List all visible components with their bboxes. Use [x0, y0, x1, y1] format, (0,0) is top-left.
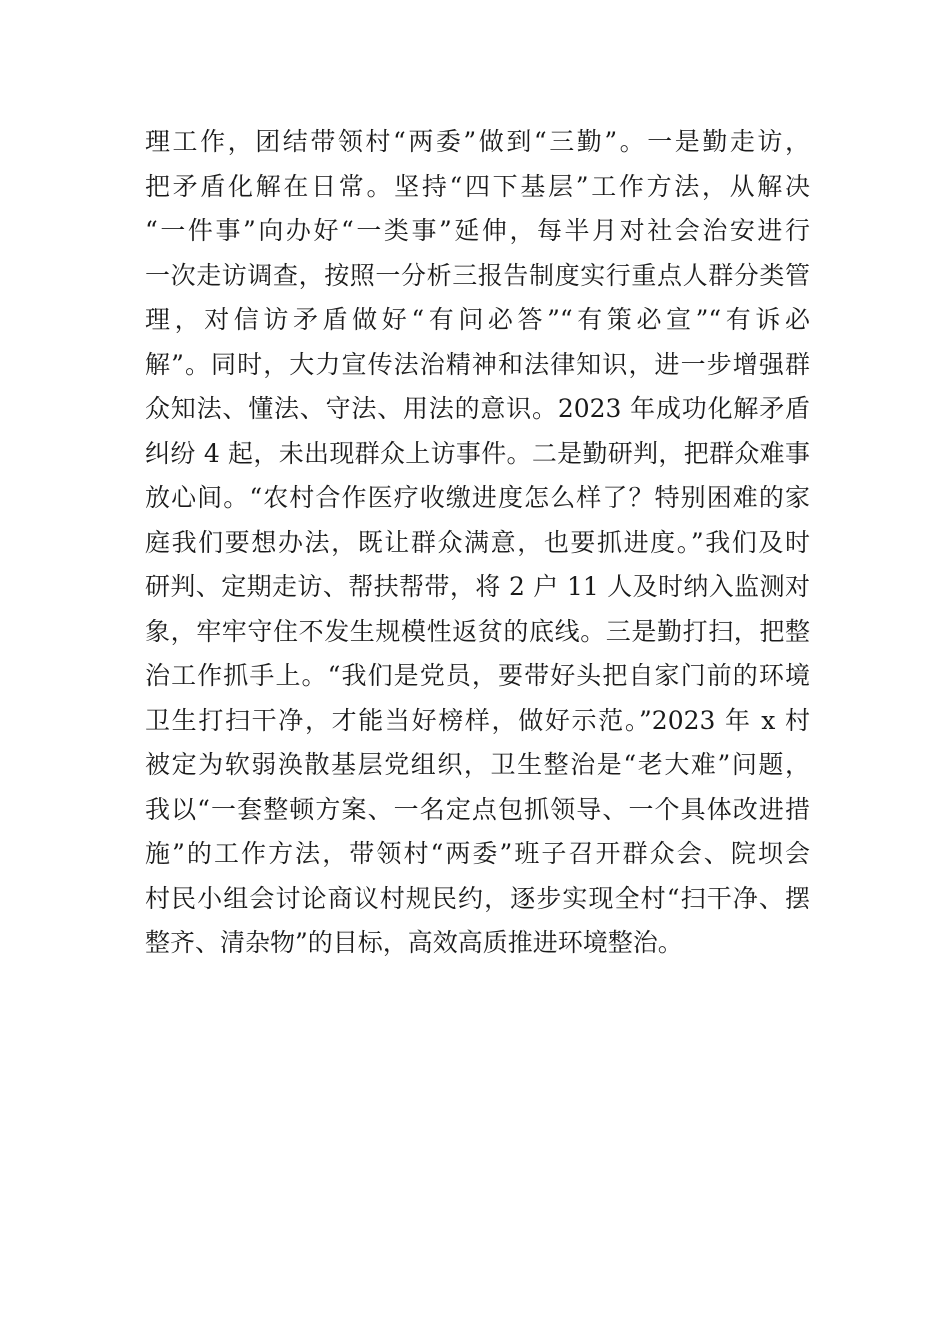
- paragraph-line-13: 治工作抓手上。“我们是党员，要带好头把自家门前的环境: [145, 661, 810, 690]
- paragraph-line-2: 把矛盾化解在日常。坚持“四下基层”工作方法，从解决: [145, 171, 810, 201]
- paragraph-line-12: 象，牢牢守住不发生规模性返贫的底线。三是勤打扫，把整: [145, 616, 810, 646]
- paragraph-line-15: 被定为软弱涣散基层党组织，卫生整治是“老大难”问题，: [145, 750, 810, 779]
- paragraph-line-17: 施”的工作方法，带领村“两委”班子召开群众会、院坝会: [145, 839, 810, 868]
- body-paragraph: [145, 120, 810, 966]
- paragraph-line-8: 纠纷 4 起，未出现群众上访事件。二是勤研判，把群众难事: [145, 438, 810, 468]
- paragraph-line-11: 研判、定期走访、帮扶帮带，将 2 户 11 人及时纳入监测对: [145, 572, 810, 601]
- paragraph-line-14: 卫生打扫干净，才能当好榜样，做好示范。”2023 年 x 村: [145, 705, 810, 735]
- paragraph-line-19: 整齐、清杂物”的目标，高效高质推进环境整治。: [145, 928, 683, 957]
- paragraph-line-4: 一次走访调查，按照一分析三报告制度实行重点人群分类管: [145, 260, 810, 290]
- paragraph-line-16: 我以“一套整顿方案、一名定点包抓领导、一个具体改进措: [145, 794, 810, 824]
- paragraph-line-5: 理，对信访矛盾做好“有问必答”“有策必宣”“有诉必: [145, 305, 810, 334]
- paragraph-line-18: 村民小组会讨论商议村规民约，逐步实现全村“扫干净、摆: [145, 883, 810, 913]
- paragraph-line-10: 庭我们要想办法，既让群众满意，也要抓进度。”我们及时: [145, 527, 810, 557]
- paragraph-line-9: 放心间。“农村合作医疗收缴进度怎么样了？特别困难的家: [145, 483, 810, 512]
- paragraph-line-6: 解”。同时，大力宣传法治精神和法律知识，进一步增强群: [145, 349, 810, 379]
- paragraph-line-1: 理工作，团结带领村“两委”做到“三勤”。一是勤走访，: [145, 127, 810, 156]
- paragraph-line-7: 众知法、懂法、守法、用法的意识。2023 年成功化解矛盾: [145, 394, 810, 423]
- paragraph-line-3: “一件事”向办好“一类事”延伸，每半月对社会治安进行: [145, 216, 810, 245]
